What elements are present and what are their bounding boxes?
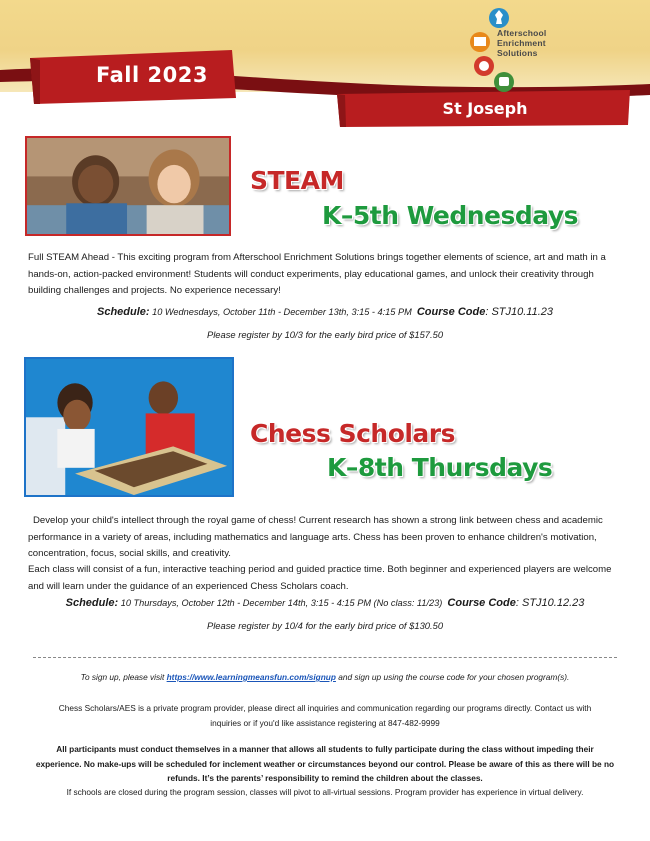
virtual-policy: If schools are closed during the program session, classes will pivot to all-virtual sessions. Program provider has experience in virtual delivery. [66,787,584,797]
conduct-policy: All participants must conduct themselves in a manner that allows all students to fully participate during the class without impeding their experience. No make-ups will be scheduled for inclement weather or circumstances beyond our control. Please be aware of this as there will be no refunds. It’s the parents’ responsibility to remind the children about the classes. [35,744,615,783]
chess-price-note: Please register by 10/4 for the early bird price of $130.50 [206,620,444,631]
signup-line: To sign up, please visit https://www.learningmeansfun.com/signup and sign up using the course code for your chosen program(s). [80,672,570,682]
chess-description-2: Each class will consist of a fun, interactive teaching period and guided practice time. Both beginner and experienced players are welcome and will learn under the guidance of an experienced Chess Scholars coach. [28,564,612,592]
chess-schedule: Schedule: 10 Thursdays, October 12th - December 14th, 3:15 - 4:15 PM (No class: 11/23) Course Code: STJ10.12.23 [65,597,585,609]
chess-subtitle: K–8th Thursdays [327,453,553,482]
season-title: Fall 2023 [96,63,208,87]
school-name: St Joseph [442,99,528,118]
steam-description: Full STEAM Ahead - This exciting program from Afterschool Enrichment Solutions brings together elements of science, art and math in a hands-on, action-packed environment! Students will conduct experiments, play educational games, and unlock their creativity through building challenges and projects. No experience necessary! [28,252,606,296]
steam-title: STEAM [250,166,344,195]
provider-info: Chess Scholars/AES is a private program provider, please direct all inquiries and communication regarding our programs directly. Contact us with inquiries or if you'd like assistance registering at 847-482-9999 [58,703,592,728]
dashed-divider [33,657,617,658]
chess-photo [24,357,234,497]
steam-schedule: Schedule: 10 Wednesdays, October 11th - December 13th, 3:15 - 4:15 PM Course Code: STJ10.11.23 [97,306,553,318]
steam-subtitle: K–5th Wednesdays [322,201,579,230]
logo-text: Afterschool Enrichment Solutions [497,28,547,58]
steam-price-note: Please register by 10/3 for the early bird price of $157.50 [206,329,444,340]
chess-title: Chess Scholars [250,419,456,448]
chess-description: Develop your child's intellect through the royal game of chess! Current research has shown a strong link between chess and academic performance in a variety of areas, including mathematics and language arts. Chess has been proven to enhance children's motivation, concentration, focus, social skills, and creativity. [28,515,603,559]
steam-photo [25,136,231,236]
signup-link[interactable]: https://www.learningmeansfun.com/signup [166,672,336,682]
